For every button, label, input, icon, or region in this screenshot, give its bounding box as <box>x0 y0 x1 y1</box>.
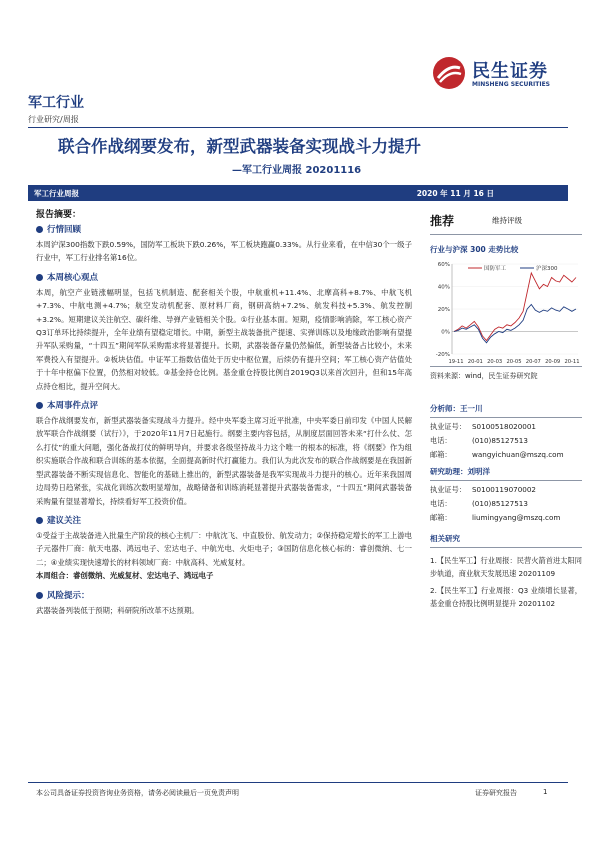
contact-row <box>430 422 582 432</box>
x-tick-label: 20-03 <box>487 359 503 365</box>
minsheng-logo-icon <box>432 56 466 90</box>
x-tick-label: 20-07 <box>525 359 541 365</box>
footer-page-number: 1 <box>543 788 548 796</box>
contact-row <box>430 436 582 446</box>
contact-value: (010)85127513 <box>472 499 528 508</box>
footer-disclaimer: 本公司具备证券投资咨询业务资格，请务必阅读最后一页免责声明 <box>36 789 239 797</box>
assistant-title: 研究助理：刘明洋 <box>430 467 490 476</box>
report-title: 联合作战纲要发布，新型武器装备实现战斗力提升 <box>58 137 421 156</box>
contact-key: 邮箱： <box>430 450 452 459</box>
footer-doc-type: 证券研究报告 <box>475 789 517 797</box>
contact-row <box>430 485 582 495</box>
section-title: 行情回顾 <box>47 225 82 235</box>
related-list <box>430 554 582 610</box>
contact-value: S0100518020001 <box>472 422 537 431</box>
section-title: 建议关注 <box>47 515 82 526</box>
x-tick-label: 20-11 <box>564 359 580 365</box>
summary-body <box>36 223 412 617</box>
section-risk <box>36 589 412 617</box>
bar-left-label: 军工行业周报 <box>34 189 79 198</box>
divider <box>430 547 582 548</box>
section-title: 风险提示： <box>47 590 90 601</box>
legend-label: 国防军工 <box>484 266 507 272</box>
bullet-icon <box>36 592 43 599</box>
section-heading <box>36 223 412 235</box>
section-heading <box>36 271 412 283</box>
bullet-icon <box>36 517 43 524</box>
section-heading <box>36 589 412 601</box>
section-core-view <box>36 271 412 393</box>
y-tick-label: 40% <box>437 284 450 291</box>
legend-label: 沪深300 <box>536 266 558 272</box>
contact-row <box>430 499 582 509</box>
y-tick-label: 20% <box>437 307 450 313</box>
bullet-icon <box>36 274 43 281</box>
bullet-icon <box>36 402 43 409</box>
x-tick-label: 19-11 <box>448 359 464 365</box>
divider <box>430 234 582 235</box>
rating-value: 维持评级 <box>492 216 522 225</box>
x-tick-label: 20-09 <box>545 359 561 365</box>
report-date: 2020 年 11 月 16 日 <box>416 189 494 198</box>
section-paragraph: ①受益于主战装备进入批量生产阶段的核心主机厂：中航沈飞、中直股份、航发动力；②保持稳定增长的军工上游电子元器件厂商：航天电器、鸿远电子、宏达电子、中航光电、火炬电子；③国防信息化核心标的：睿创微纳、七一二；④业绩实现快速增长的材料领域厂商：中航高科、光威复材。 <box>36 530 412 567</box>
section-title: 本周事件点评 <box>47 401 99 412</box>
contact-value: (010)85127513 <box>472 436 528 445</box>
trend-chart-svg <box>430 258 580 366</box>
divider <box>430 417 582 418</box>
divider <box>430 480 582 481</box>
portfolio-line: 本周组合：睿创微纳、光威复材、宏达电子、鸿远电子 <box>36 571 214 581</box>
section-recommend <box>36 514 412 583</box>
related-link[interactable]: 2.【民生军工】行业周报：Q3 业绩增长显著，基金重仓持股比例明显提升 20201102 <box>430 586 582 608</box>
section-event-review <box>36 399 412 508</box>
contact-value[interactable]: wangyichuan@mszq.com <box>472 450 564 459</box>
footer-rule <box>28 782 568 783</box>
contact-key: 邮箱： <box>430 513 452 522</box>
y-tick-label: 0% <box>441 329 450 336</box>
y-tick-label: 60% <box>437 262 450 268</box>
x-tick-label: 20-05 <box>506 359 522 365</box>
summary-heading: 报告摘要： <box>36 210 82 220</box>
section-title: 本周核心观点 <box>47 272 99 283</box>
contact-value[interactable]: liumingyang@mszq.com <box>472 513 561 522</box>
rating-row <box>430 212 582 232</box>
header-rule <box>28 127 568 128</box>
sidebar <box>430 212 582 610</box>
analyst-title: 分析师：王一川 <box>430 404 483 413</box>
contact-key: 执业证号： <box>430 485 466 494</box>
trend-chart <box>430 258 580 366</box>
industry-label: 军工行业 <box>28 95 84 111</box>
x-tick-label: 20-01 <box>467 359 483 365</box>
contact-row <box>430 450 582 460</box>
related-title: 相关研究 <box>430 534 460 543</box>
brand-name-cn: 民生证券 <box>472 61 548 82</box>
contact-value: S0100119070002 <box>472 485 537 494</box>
brand-logo <box>432 56 572 92</box>
contact-key: 执业证号： <box>430 422 466 431</box>
series-line <box>454 273 576 341</box>
analyst-info <box>430 422 582 460</box>
chart-source: 资料来源：wind，民生证券研究院 <box>430 372 538 380</box>
section-heading <box>36 399 412 411</box>
contact-key: 电话： <box>430 436 452 445</box>
section-paragraph: 武器装备列装低于预期；科研院所改革不达预期。 <box>36 605 199 615</box>
assistant-info <box>430 485 582 523</box>
rating-label: 推荐 <box>430 214 455 228</box>
section-paragraph: 联合作战纲要发布，新型武器装备实现战斗力提升。经中央军委主席习近平批准，中央军委日前印发《中国人民解放军联合作战纲要（试行）》，于2020年11月7日起施行。纲要主要内容包括，从制度层面回答未来“打什么仗、怎么打仗”的重大问题，强化备战打仗的鲜明导向，并要求各级坚持战斗力这个唯一的根本的标准，将《纲要》作为组织实施联合作战和联合训练的基本依据，全面提高新时代打赢能力。我们认为此次发布的联合作战纲要是在我国新型武器装备不断实现信息化、智能化的基础上推出的，新型武器装备是我军实现战斗力提升的核心。近年来我国周边局势日趋紧张，实战化训练次数明显增加，战略储备和训练消耗显著提升武器装备需求，“十四五”期间武器装备采购量有望显著增长，持续看好军工投资价值。 <box>36 416 412 506</box>
divider <box>430 366 582 367</box>
related-link[interactable]: 1.【民生军工】行业周报：民营火箭首进太阳同步轨道，商业航天发展迅速 20201109 <box>430 556 582 578</box>
contact-key: 电话： <box>430 499 452 508</box>
section-paragraph: 本周，航空产业链涨幅明显，包括飞机制造、配套相关个股，中航重机+11.4%、北摩高科+8.7%、中航飞机+7.3%、中航电测+4.7%；航空发动机配套、原材料厂商，钢研高纳+7.2%、航发科技+5.3%、航发控制+3.2%。短期建议关注航空、碳纤维、导弹产业链相关个股。①行业基本面。短期，疫情影响消除，军工核心资产Q3订单环比持续提升，全年业绩有望稳定增长。中期，新型主战装备批产提速、实弹训练以及地缘政治影响有望提升军队采购量，“十四五”期间军队采购需求将显著提升。长期，武器装备存量仍然偏低，新型装备占比较小，未来军费投入有望提升。②板块估值。中证军工指数估值处于历史中枢位置，后续仍有提升空间；军工核心资产估值处于十年中枢偏下位置，仍然相对较低。③基金持仓比例。基金重仓持股比例自2019Q3以来首次回升，但和15年高点持仓相比，提升空间大。 <box>36 287 412 391</box>
header-bar <box>28 185 568 201</box>
section-paragraph: 本周沪深300指数下跌0.59%，国防军工板块下跌0.26%，军工板块跑赢0.33%。从行业来看，在中信30个一级子行业中，军工行业排名第16位。 <box>36 240 412 263</box>
report-subtitle: —军工行业周报 20201116 <box>232 165 362 176</box>
bullet-icon <box>36 226 43 233</box>
section-heading <box>36 514 412 526</box>
y-tick-label: -20% <box>435 352 450 358</box>
chart-title: 行业与沪深 300 走势比较 <box>430 245 519 254</box>
brand-name-en: MINSHENG SECURITIES <box>472 81 550 88</box>
contact-row <box>430 513 582 523</box>
report-type: 行业研究/周报 <box>28 115 79 124</box>
section-market-review <box>36 223 412 265</box>
